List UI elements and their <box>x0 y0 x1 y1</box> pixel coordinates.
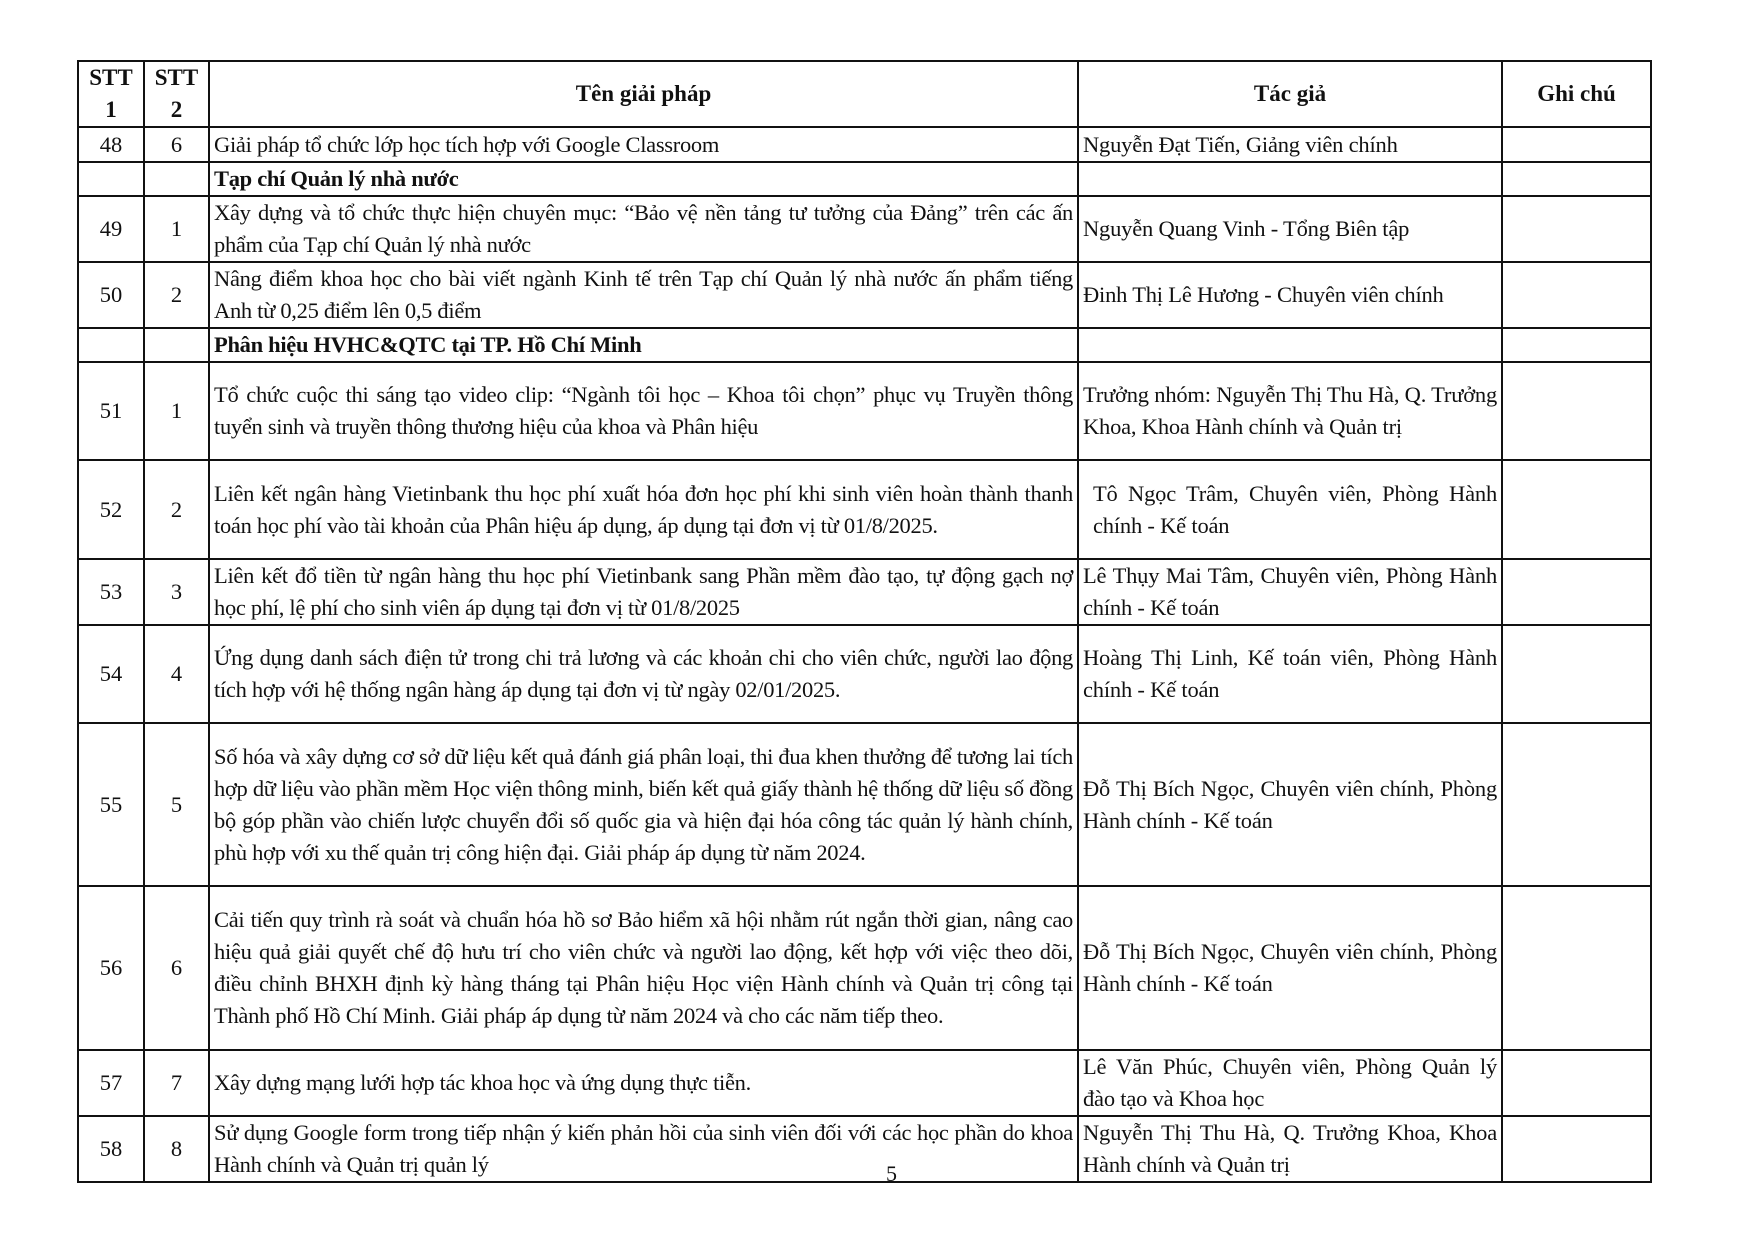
cell-author <box>1078 328 1502 362</box>
header-stt1 <box>78 61 144 127</box>
cell-solution-name: Sử dụng Google form trong tiếp nhận ý kiến phản hồi của sinh viên đối với các học phần do khoa Hành chính và Quản trị quản lý <box>209 1116 1078 1182</box>
cell-solution-name: Nâng điểm khoa học cho bài viết ngành Kinh tế trên Tạp chí Quản lý nhà nước ấn phẩm tiếng Anh từ 0,25 điểm lên 0,5 điểm <box>209 262 1078 328</box>
cell-note <box>1502 196 1651 262</box>
cell-stt2: 1 <box>144 196 209 262</box>
table-row <box>78 262 1651 328</box>
table-row <box>78 1116 1651 1182</box>
section-row <box>78 328 1651 362</box>
section-row <box>78 162 1651 196</box>
cell-stt2: 3 <box>144 559 209 625</box>
cell-note <box>1502 162 1651 196</box>
cell-stt1: 51 <box>78 362 144 460</box>
section-title: Tạp chí Quản lý nhà nước <box>209 162 1078 196</box>
cell-stt2: 6 <box>144 886 209 1050</box>
header-stt2-line1: STT <box>154 65 199 90</box>
cell-note <box>1502 362 1651 460</box>
header-note: Ghi chú <box>1502 61 1651 127</box>
header-solution-name: Tên giải pháp <box>209 61 1078 127</box>
cell-solution-name: Liên kết ngân hàng Vietinbank thu học phí xuất hóa đơn học phí khi sinh viên hoàn thành thanh toán học phí vào tài khoản của Phân hiệu áp dụng, áp dụng tại đơn vị từ 01/8/2025. <box>209 460 1078 559</box>
cell-note <box>1502 328 1651 362</box>
cell-author: Trưởng nhóm: Nguyễn Thị Thu Hà, Q. Trưởng Khoa, Khoa Hành chính và Quản trị <box>1078 362 1502 460</box>
cell-author: Đinh Thị Lê Hương - Chuyên viên chính <box>1078 262 1502 328</box>
cell-stt1: 58 <box>78 1116 144 1182</box>
cell-stt2: 4 <box>144 625 209 723</box>
cell-solution-name: Tổ chức cuộc thi sáng tạo video clip: “Ngành tôi học – Khoa tôi chọn” phục vụ Truyền thông tuyển sinh và truyền thông thương hiệu của khoa và Phân hiệu <box>209 362 1078 460</box>
cell-author <box>1078 162 1502 196</box>
cell-stt1 <box>78 328 144 362</box>
cell-solution-name: Số hóa và xây dựng cơ sở dữ liệu kết quả đánh giá phân loại, thi đua khen thưởng để tương lai tích hợp dữ liệu vào phần mềm Học viện thông minh, biến kết quả giấy thành hệ thống dữ liệu số đồng bộ góp phần vào chiến lược chuyển đổi số quốc gia và hiện đại hóa công tác quản lý hành chính, phù hợp với xu thế quản trị công hiện đại. Giải pháp áp dụng từ năm 2024. <box>209 723 1078 886</box>
section-title: Phân hiệu HVHC&QTC tại TP. Hồ Chí Minh <box>209 328 1078 362</box>
cell-solution-name: Ứng dụng danh sách điện tử trong chi trả lương và các khoản chi cho viên chức, người lao động tích hợp với hệ thống ngân hàng áp dụng tại đơn vị từ ngày 02/01/2025. <box>209 625 1078 723</box>
cell-stt2 <box>144 328 209 362</box>
cell-note <box>1502 127 1651 162</box>
cell-author: Hoàng Thị Linh, Kế toán viên, Phòng Hành chính - Kế toán <box>1078 625 1502 723</box>
cell-author: Nguyễn Thị Thu Hà, Q. Trưởng Khoa, Khoa Hành chính và Quản trị <box>1078 1116 1502 1182</box>
table-row <box>78 559 1651 625</box>
header-stt2 <box>144 61 209 127</box>
cell-solution-name: Xây dựng và tổ chức thực hiện chuyên mục: “Bảo vệ nền tảng tư tưởng của Đảng” trên các ấn phẩm của Tạp chí Quản lý nhà nước <box>209 196 1078 262</box>
solutions-table <box>77 60 1652 1183</box>
cell-stt1: 57 <box>78 1050 144 1116</box>
cell-note <box>1502 460 1651 559</box>
cell-stt2: 2 <box>144 262 209 328</box>
cell-note <box>1502 723 1651 886</box>
cell-author: Lê Văn Phúc, Chuyên viên, Phòng Quản lý đào tạo và Khoa học <box>1078 1050 1502 1116</box>
cell-solution-name: Xây dựng mạng lưới hợp tác khoa học và ứng dụng thực tiễn. <box>209 1050 1078 1116</box>
cell-author: Tô Ngọc Trâm, Chuyên viên, Phòng Hành chính - Kế toán <box>1078 460 1502 559</box>
cell-stt1: 52 <box>78 460 144 559</box>
cell-stt1: 56 <box>78 886 144 1050</box>
cell-author: Đỗ Thị Bích Ngọc, Chuyên viên chính, Phòng Hành chính - Kế toán <box>1078 723 1502 886</box>
cell-stt1: 53 <box>78 559 144 625</box>
table-row <box>78 127 1651 162</box>
table-row <box>78 625 1651 723</box>
page-number: 5 <box>886 1161 897 1186</box>
table-row <box>78 196 1651 262</box>
cell-stt2: 2 <box>144 460 209 559</box>
cell-stt1: 50 <box>78 262 144 328</box>
cell-note <box>1502 886 1651 1050</box>
cell-solution-name: Cải tiến quy trình rà soát và chuẩn hóa hồ sơ Bảo hiểm xã hội nhằm rút ngắn thời gian, nâng cao hiệu quả giải quyết chế độ hưu trí cho viên chức và người lao động, kết hợp với việc theo dõi, điều chỉnh BHXH định kỳ hàng tháng tại Phân hiệu Học viện Hành chính và Quản trị công tại Thành phố Hồ Chí Minh. Giải pháp áp dụng từ năm 2024 và cho các năm tiếp theo. <box>209 886 1078 1050</box>
cell-author: Lê Thụy Mai Tâm, Chuyên viên, Phòng Hành chính - Kế toán <box>1078 559 1502 625</box>
cell-note <box>1502 1050 1651 1116</box>
table-row <box>78 886 1651 1050</box>
cell-solution-name: Giải pháp tổ chức lớp học tích hợp với Google Classroom <box>209 127 1078 162</box>
cell-note <box>1502 625 1651 723</box>
cell-stt2: 5 <box>144 723 209 886</box>
cell-author: Nguyễn Đạt Tiến, Giảng viên chính <box>1078 127 1502 162</box>
header-stt1-line2: 1 <box>105 97 117 122</box>
cell-stt2 <box>144 162 209 196</box>
cell-note <box>1502 262 1651 328</box>
cell-stt1: 48 <box>78 127 144 162</box>
cell-author: Nguyễn Quang Vinh - Tổng Biên tập <box>1078 196 1502 262</box>
table-row <box>78 362 1651 460</box>
cell-stt1: 54 <box>78 625 144 723</box>
header-author: Tác giả <box>1078 61 1502 127</box>
cell-stt2: 8 <box>144 1116 209 1182</box>
cell-stt2: 1 <box>144 362 209 460</box>
cell-note <box>1502 1116 1651 1182</box>
header-stt1-line1: STT <box>89 65 133 90</box>
cell-note <box>1502 559 1651 625</box>
cell-solution-name: Liên kết đổ tiền từ ngân hàng thu học phí Vietinbank sang Phần mềm đào tạo, tự động gạch nợ học phí, lệ phí cho sinh viên áp dụng tại đơn vị từ 01/8/2025 <box>209 559 1078 625</box>
table-header-row <box>78 61 1651 127</box>
header-stt2-line2: 2 <box>170 97 183 122</box>
table-row <box>78 460 1651 559</box>
cell-stt1 <box>78 162 144 196</box>
cell-stt2: 7 <box>144 1050 209 1116</box>
cell-stt2: 6 <box>144 127 209 162</box>
table-row <box>78 1050 1651 1116</box>
cell-stt1: 55 <box>78 723 144 886</box>
cell-stt1: 49 <box>78 196 144 262</box>
table-row <box>78 723 1651 886</box>
cell-author: Đỗ Thị Bích Ngọc, Chuyên viên chính, Phòng Hành chính - Kế toán <box>1078 886 1502 1050</box>
